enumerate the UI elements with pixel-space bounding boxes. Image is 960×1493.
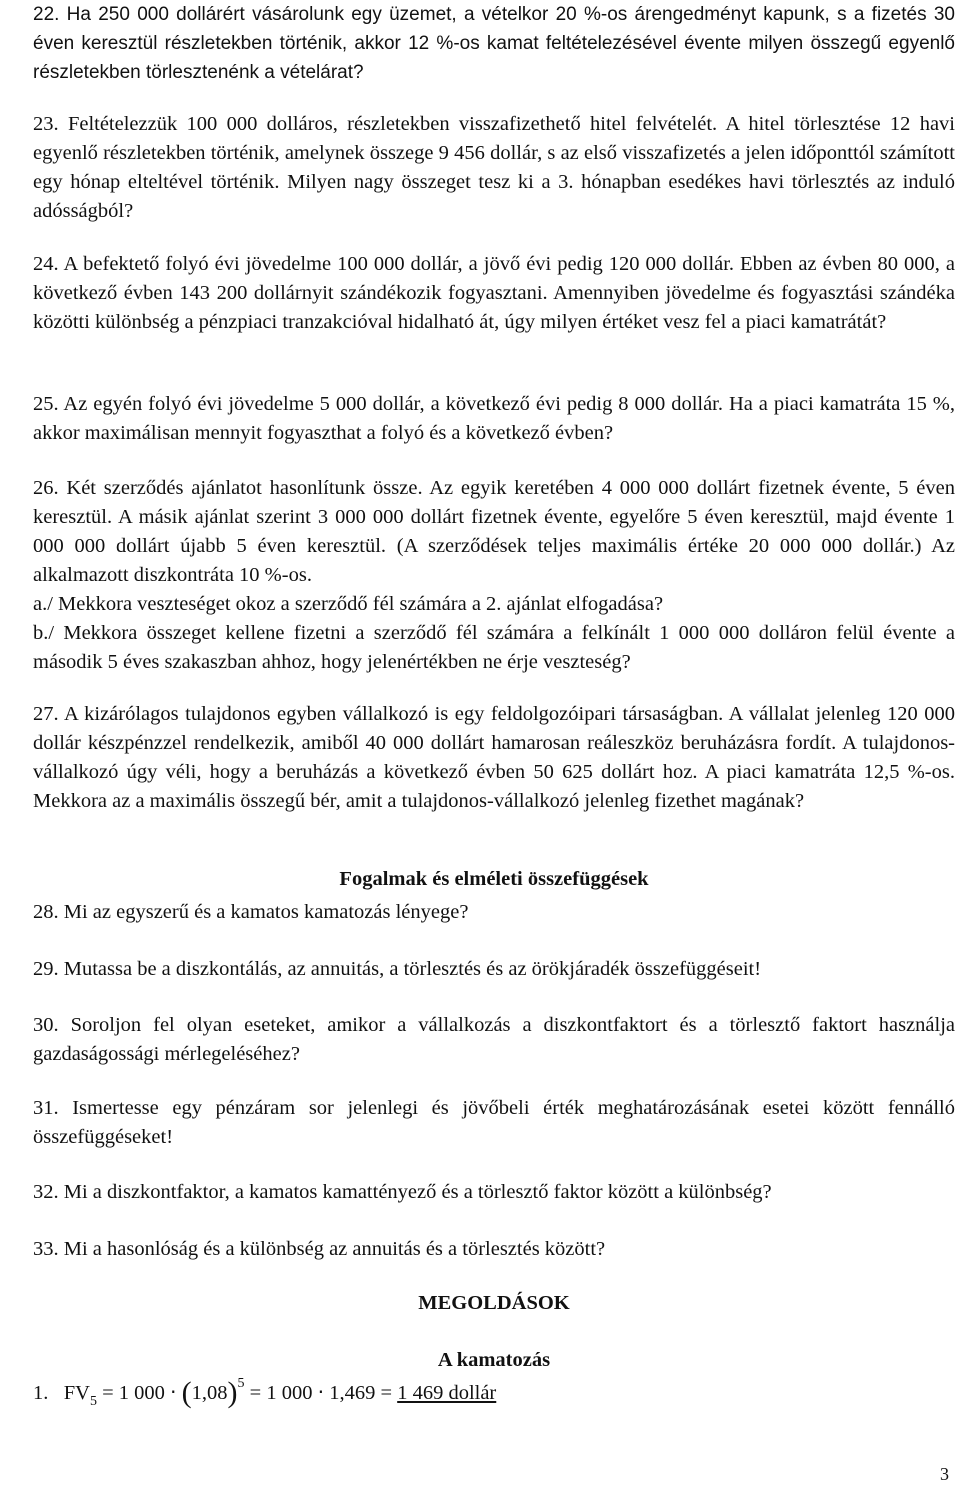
formula-open-paren: ( bbox=[181, 1376, 192, 1409]
theory-item-33: 33. Mi a hasonlóság és a különbség az annuitás és a törlesztés között? bbox=[33, 1238, 606, 1260]
theory-item-30: 30. Soroljon fel olyan eseteket, amikor a vállalkozás a diszkontfaktort és a törlesztő faktort használja gazdaságossági mérlegeléséhez? bbox=[33, 1014, 955, 1065]
formula-close-paren: ) bbox=[227, 1376, 238, 1409]
problem-26 bbox=[33, 474, 955, 677]
problem-26-text: 26. Két szerződés ajánlatot hasonlítunk össze. Az egyik keretében 4 000 000 dollárt fizetnek évente, 5 éven keresztül. A másik ajánlat szerint 3 000 000 dollárt fizetnek évente, egyelőre 5 éven keresztül, majd évente 1 000 000 dollárt újabb 5 éven keresztül. (A szerződések teljes maximális értéke 20 000 000 dollár.) Az alkalmazott diszkontráta 10 %-os. bbox=[33, 477, 955, 586]
section-heading: A kamatozás bbox=[437, 1349, 551, 1371]
problem-25: 25. Az egyén folyó évi jövedelme 5 000 dollár, a következő évi pedig 8 000 dollár. Ha a piaci kamatráta 15 %, akkor maximálisan mennyit fogyaszthat a folyó és a következő évben? bbox=[33, 393, 955, 444]
theory-item-32: 32. Mi a diszkontfaktor, a kamatos kamattényező és a törlesztő faktor között a különbség? bbox=[33, 1181, 772, 1203]
problem-24: 24. A befektető folyó évi jövedelme 100 000 dollár, a jövő évi pedig 120 000 dollár. Ebben az évben 80 000, a következő évben 143 200 dollárnyit szándékozik fogyasztani. Amennyiben jövedelme és fogyasztási szándéka közötti különbség a pénzpiaci tranzakcióval hidalható át, úgy milyen értéket vesz fel a piaci kamatrátát? bbox=[33, 253, 955, 333]
formula-eq2: = 1 000 ⋅ 1,469 = bbox=[249, 1382, 393, 1404]
formula-eq1: = 1 000 ⋅ bbox=[102, 1382, 177, 1404]
problem-26-b: b./ Mekkora összeget kellene fizetni a szerződő fél számára a felkínált 1 000 000 dolláron felül évente a második 5 éves szakaszban ahhoz, hogy jelenértékben ne érje veszteség? bbox=[33, 622, 955, 673]
solutions-heading: MEGOLDÁSOK bbox=[418, 1292, 570, 1314]
theory-item-31: 31. Ismertesse egy pénzáram sor jelenlegi és jövőbeli érték meghatározásának esetei között fennálló összefüggéseket! bbox=[33, 1097, 955, 1148]
problem-23: 23. Feltételezzük 100 000 dolláros, részletekben visszafizethető hitel felvételét. A hitel törlesztése 12 havi egyenlő részletekben történik, amelynek összege 9 456 dollár, s az első visszafizetés a jelen időponttól számított egy hónap elteltével történik. Milyen nagy összeget tesz ki a 3. hónapban esedékes havi törlesztés az induló adósságból? bbox=[33, 113, 955, 222]
formula-exponent: 5 bbox=[237, 1376, 245, 1391]
problem-27: 27. A kizárólagos tulajdonos egyben vállalkozó is egy feldolgozóipari társaságban. A vállalat jelenleg 120 000 dollár készpénzzel rendelkezik, amiből 40 000 dollárt hamarosan reáleszköz beruházásra fordít. A tulajdonos-vállalkozó úgy véli, hogy a beruházás a következő évben 50 625 dollárt hoz. A piaci kamatráta 12,5 %-os. Mekkora az a maximális összegű bér, amit a tulajdonos-vállalkozó jelenleg fizethet magának? bbox=[33, 703, 955, 812]
formula-1 bbox=[33, 1376, 497, 1409]
problem-22: 22. Ha 250 000 dollárért vásárolunk egy üzemet, a vételkor 20 %-os árengedményt kapunk, s a fizetés 30 éven keresztül részletekben történik, akkor 12 %-os kamat feltételezésével évente milyen összegű egyenlő részletekben törlesztenénk a vételárat? bbox=[33, 4, 955, 83]
problem-26-a: a./ Mekkora veszteséget okoz a szerződő fél számára a 2. ajánlat elfogadása? bbox=[33, 593, 664, 615]
page-number: 3 bbox=[940, 1464, 949, 1484]
formula-result: 1 469 dollár bbox=[397, 1382, 497, 1404]
theory-item-29: 29. Mutassa be a diszkontálás, az annuitás, a törlesztés és az örökjáradék összefüggéseit! bbox=[33, 958, 762, 980]
formula-base: 1,08 bbox=[191, 1382, 228, 1404]
theory-item-28: 28. Mi az egyszerű és a kamatos kamatozás lényege? bbox=[33, 901, 469, 923]
formula-number: 1. bbox=[33, 1382, 49, 1404]
formula-lhs: FV bbox=[63, 1382, 90, 1404]
theory-heading: Fogalmak és elméleti összefüggések bbox=[339, 868, 649, 890]
formula-lhs-sub: 5 bbox=[89, 1394, 97, 1409]
